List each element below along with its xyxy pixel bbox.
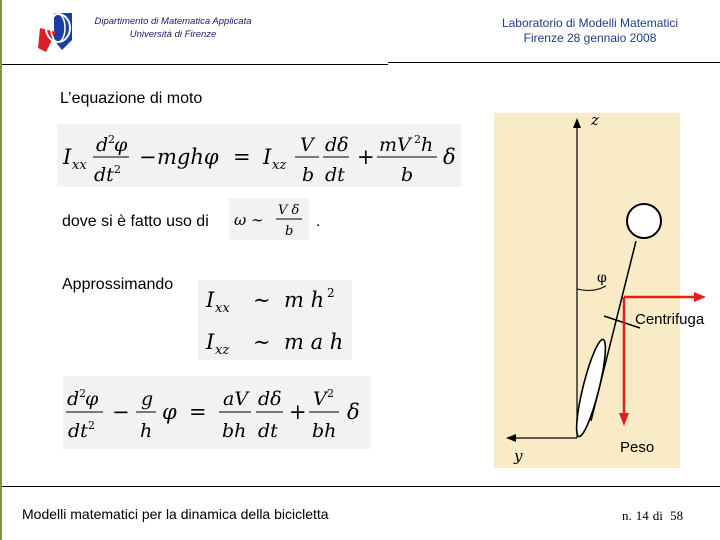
svg-text:xx: xx bbox=[72, 158, 87, 173]
svg-text:dt: dt bbox=[94, 164, 114, 186]
svg-text:d: d bbox=[96, 134, 109, 156]
accent-bar bbox=[0, 0, 2, 540]
svg-text:ω: ω bbox=[234, 211, 247, 229]
lean-diagram-drawing bbox=[494, 113, 680, 468]
course-title: Modelli matematici per la dinamica della bicicletta bbox=[22, 506, 329, 522]
page-of: di bbox=[652, 508, 663, 523]
svg-text:2: 2 bbox=[79, 387, 86, 400]
svg-text:2: 2 bbox=[327, 286, 335, 300]
omega-approximation bbox=[229, 198, 309, 240]
dove-text: dove si è fatto uso di bbox=[62, 213, 209, 230]
svg-text:dt: dt bbox=[258, 420, 278, 442]
svg-text:2: 2 bbox=[108, 133, 115, 146]
svg-text:m a h: m a h bbox=[284, 330, 344, 354]
lean-diagram bbox=[494, 113, 680, 468]
lab-date: Firenze 28 gennaio 2008 bbox=[523, 31, 657, 45]
svg-text:I: I bbox=[206, 330, 215, 354]
svg-text:−: − bbox=[139, 145, 157, 169]
svg-text:2: 2 bbox=[114, 163, 121, 176]
header-divider-left bbox=[2, 64, 388, 65]
svg-text:d: d bbox=[67, 388, 80, 410]
svg-text:V δ: V δ bbox=[278, 203, 300, 218]
lab-name: Laboratorio di Modelli Matematici bbox=[501, 16, 679, 30]
svg-text:V: V bbox=[313, 388, 327, 410]
weight-label: Peso bbox=[620, 439, 655, 456]
approx-text: Approssimando bbox=[62, 276, 174, 293]
svg-text:g: g bbox=[141, 388, 154, 410]
inertia-approximations bbox=[198, 280, 352, 360]
svg-text:2: 2 bbox=[414, 133, 421, 146]
footer-divider bbox=[2, 486, 720, 487]
svg-text:b: b bbox=[401, 164, 414, 186]
department-header bbox=[80, 15, 266, 41]
svg-text:h: h bbox=[140, 420, 153, 442]
svg-text:xx: xx bbox=[215, 301, 230, 316]
svg-text:φ: φ bbox=[114, 134, 128, 156]
university-logo bbox=[36, 10, 76, 54]
svg-text:dδ: dδ bbox=[258, 388, 282, 410]
svg-text:φ: φ bbox=[85, 388, 99, 410]
svg-text:mghφ: mghφ bbox=[157, 145, 219, 169]
weight-arrowhead bbox=[619, 413, 629, 426]
page-current: 14 bbox=[635, 508, 649, 523]
simplified-equation bbox=[63, 376, 371, 449]
svg-text:2: 2 bbox=[327, 387, 334, 400]
svg-text:dδ: dδ bbox=[325, 134, 349, 156]
svg-text:∼: ∼ bbox=[253, 288, 271, 312]
svg-text:b: b bbox=[285, 224, 294, 239]
header-divider-right bbox=[388, 62, 720, 63]
svg-text:bh: bh bbox=[222, 420, 247, 442]
svg-text:+: + bbox=[289, 400, 307, 424]
page-indicator bbox=[622, 508, 687, 524]
svg-text:I: I bbox=[206, 288, 215, 312]
svg-text:δ: δ bbox=[347, 400, 360, 424]
svg-text:bh: bh bbox=[312, 420, 337, 442]
z-axis-arrowhead bbox=[573, 118, 581, 128]
axis-y-label: y bbox=[514, 447, 523, 465]
svg-text:mV: mV bbox=[379, 134, 411, 156]
svg-text:=: = bbox=[189, 400, 207, 424]
svg-text:aV: aV bbox=[223, 388, 249, 410]
svg-text:dt: dt bbox=[325, 164, 345, 186]
axis-z-label: z bbox=[591, 111, 599, 129]
svg-text:+: + bbox=[357, 145, 375, 169]
department-name: Dipartimento di Matematica Applicata bbox=[94, 16, 252, 27]
university-name: Università di Firenze bbox=[129, 29, 217, 40]
svg-text:b: b bbox=[302, 164, 315, 186]
angle-label: φ bbox=[597, 270, 607, 286]
svg-text:V: V bbox=[300, 134, 314, 156]
svg-text:=: = bbox=[233, 145, 251, 169]
svg-text:∼: ∼ bbox=[253, 330, 271, 354]
lab-header bbox=[470, 16, 710, 46]
angle-arc bbox=[577, 286, 606, 290]
svg-text:I: I bbox=[263, 145, 272, 169]
centrifugal-label: Centrifuga bbox=[635, 311, 705, 328]
dove-period: . bbox=[316, 213, 321, 230]
svg-text:h: h bbox=[421, 134, 434, 156]
y-axis-arrowhead bbox=[506, 434, 516, 442]
slide-title: L’equazione di moto bbox=[60, 90, 203, 107]
page-total: 58 bbox=[670, 508, 684, 523]
svg-text:I: I bbox=[63, 145, 72, 169]
svg-text:dt: dt bbox=[68, 420, 88, 442]
svg-text:m h: m h bbox=[284, 288, 325, 312]
svg-text:xz: xz bbox=[272, 158, 287, 173]
centrifugal-arrowhead bbox=[672, 289, 706, 305]
svg-text:∼: ∼ bbox=[251, 211, 264, 229]
svg-text:2: 2 bbox=[88, 419, 95, 432]
pendulum-mass bbox=[627, 204, 661, 238]
svg-text:φ: φ bbox=[162, 400, 177, 424]
svg-text:δ: δ bbox=[443, 145, 456, 169]
page-prefix: n. bbox=[622, 508, 632, 523]
svg-text:xz: xz bbox=[215, 343, 230, 358]
equation-of-motion bbox=[57, 124, 461, 187]
svg-text:−: − bbox=[112, 400, 130, 424]
